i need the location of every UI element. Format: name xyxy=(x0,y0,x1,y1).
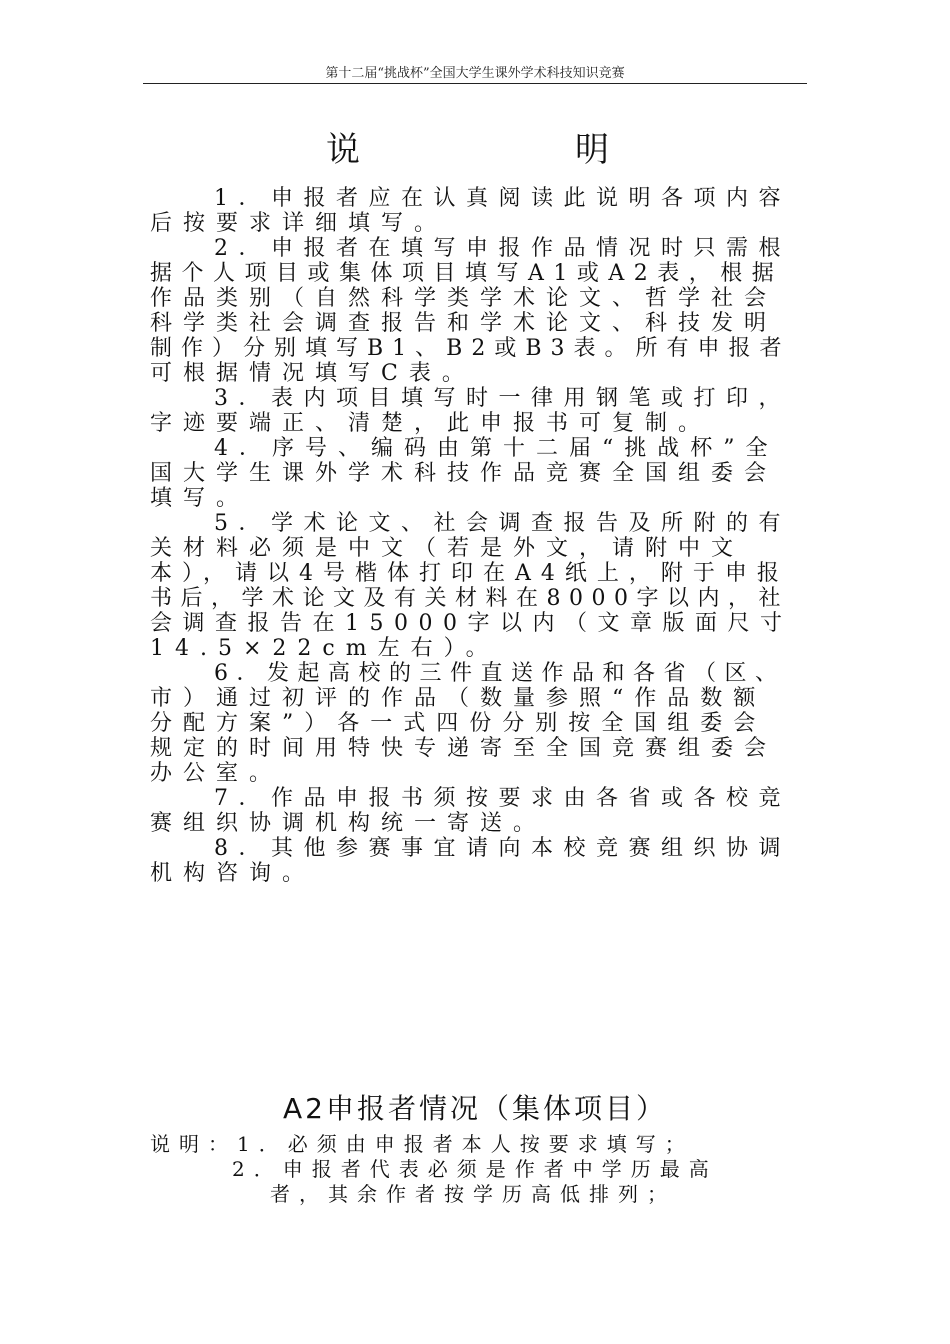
instruction-line: 3．表内项目填写时一律用钢笔或打印， xyxy=(214,386,791,411)
instruction-line: 书后，学术论文及有关材料在8000字以内，社 xyxy=(150,586,789,611)
instruction-line: 会调查报告在15000字以内（文章版面尺寸 xyxy=(150,611,793,636)
instruction-line: 本），请以4号楷体打印在A4纸上，附于申报 xyxy=(150,561,789,586)
instruction-line: 5．学术论文、社会调查报告及所附的有 xyxy=(214,511,791,536)
instructions-body xyxy=(150,186,792,886)
instruction-line: 关材料必须是中文（若是外文，请附中文 xyxy=(150,536,745,561)
instruction-line: 分配方案”）各一式四份分别按全国组委会 xyxy=(150,711,767,736)
instruction-line: 国大学生课外学术科技作品竞赛全国组委会 xyxy=(150,461,778,486)
instruction-line: 办公室。 xyxy=(150,761,283,786)
instruction-line: 据个人项目或集体项目填写A1或A2表，根据 xyxy=(150,261,784,286)
instruction-line: 机构咨询。 xyxy=(150,861,316,886)
instruction-line: 2．申报者在填写申报作品情况时只需根 xyxy=(214,236,791,261)
instruction-line: 填写。 xyxy=(150,486,250,511)
a2-notes xyxy=(150,1132,795,1207)
a2-note-line: 说明：1．必须由申报者本人按要求填写； xyxy=(150,1132,694,1156)
instructions-title-left: 说 xyxy=(326,130,360,170)
header-divider xyxy=(143,83,807,84)
instruction-line: 制作）分别填写B1、B2或B3表。所有申报者 xyxy=(150,336,791,361)
a2-note-line: 2．申报者代表必须是作者中学历最高 xyxy=(232,1157,718,1181)
instructions-title-right: 明 xyxy=(575,130,609,170)
a2-section-title: A2申报者情况（集体项目） xyxy=(283,1092,667,1125)
instruction-line: 7．作品申报书须按要求由各省或各校竞 xyxy=(214,786,791,811)
instruction-line: 作品类别（自然科学类学术论文、哲学社会 xyxy=(150,286,778,311)
instruction-line: 科学类社会调查报告和学术论文、科技发明 xyxy=(150,311,778,336)
instruction-line: 6．发起高校的三件直送作品和各省（区、 xyxy=(214,661,786,686)
a2-note-line: 者，其余作者按学历高低排列； xyxy=(270,1182,676,1206)
instruction-line: 可根据情况填写C表。 xyxy=(150,361,475,386)
instruction-line: 14.5×22cm左右）。 xyxy=(150,636,499,661)
instruction-line: 后按要求详细填写。 xyxy=(150,211,448,236)
instructions-title xyxy=(150,127,790,173)
instruction-line: 赛组织协调机构统一寄送。 xyxy=(150,811,547,836)
running-header: 第十二届“挑战杯”全国大学生课外学术科技知识竞赛 xyxy=(325,66,625,81)
instruction-line: 4．序号、编码由第十二届“挑战杯”全 xyxy=(214,436,779,461)
instruction-line: 8．其他参赛事宜请向本校竞赛组织协调 xyxy=(214,836,791,861)
instruction-line: 市）通过初评的作品（数量参照“作品数额 xyxy=(150,686,767,711)
instruction-line: 规定的时间用特快专递寄至全国竞赛组委会 xyxy=(150,736,778,761)
instruction-line: 字迹要端正、清楚，此申报书可复制。 xyxy=(150,411,712,436)
instruction-line: 1．申报者应在认真阅读此说明各项内容 xyxy=(214,186,791,211)
